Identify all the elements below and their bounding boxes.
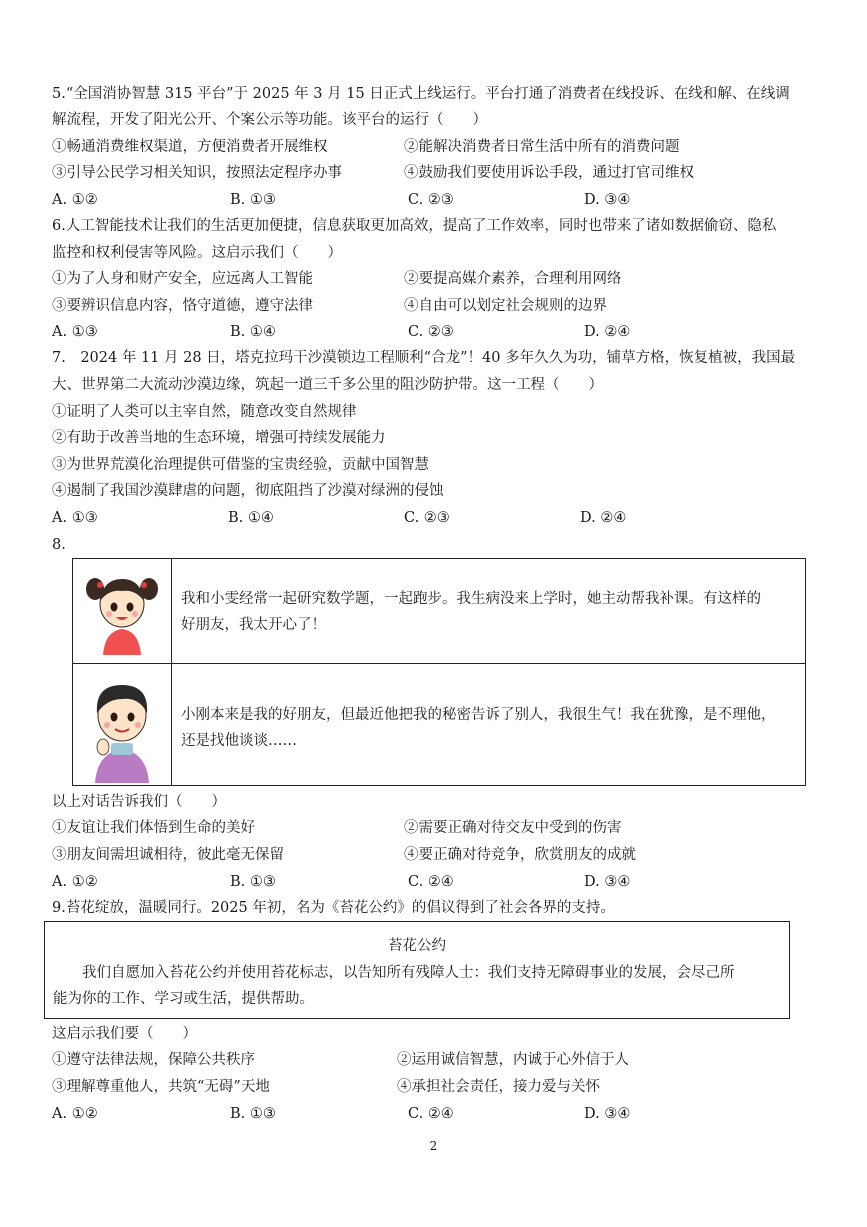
- girl-cartoon-icon: [73, 559, 171, 663]
- q5-statement-1: ①畅通消费维权渠道，方便消费者开展维权: [52, 139, 328, 155]
- q6-statement-4: ④自由可以划定社会规则的边界: [404, 298, 607, 314]
- q6-choice-b: B. ①④: [230, 324, 276, 340]
- q5-choice-a: A. ①②: [52, 192, 98, 208]
- q6-stem-line1: 6.人工智能技术让我们的生活更加便捷，信息获取更加高效，提高了工作效率，同时也带来了诸如数据偷窃、隐私: [52, 218, 777, 234]
- q5-stem-line2: 解流程，开发了阳光公开、个案公示等功能。该平台的运行（ ）: [52, 112, 487, 128]
- q8-choice-b: B. ①③: [230, 874, 276, 890]
- girl-speech-line2: 好朋友，我太开心了！: [181, 617, 326, 633]
- convention-title: 苔花公约: [388, 938, 446, 954]
- q6-statement-1: ①为了人身和财产安全，应远离人工智能: [52, 271, 313, 287]
- q9-question: 这启示我们要（ ）: [52, 1026, 197, 1042]
- q5-choice-c: C. ②③: [408, 192, 454, 208]
- q7-stem-line1: 7. 2024 年 11 月 28 日，塔克拉玛干沙漠锁边工程顺利“合龙”！40 多年久久为功，铺草方格，恢复植被，我国最: [52, 350, 796, 366]
- q5-statement-3: ③引导公民学习相关知识，按照法定程序办事: [52, 165, 342, 181]
- q7-statement-3: ③为世界荒漠化治理提供可借鉴的宝贵经验，贡献中国智慧: [52, 457, 429, 473]
- q5-stem-line1: 5.“全国消协智慧 315 平台”于 2025 年 3 月 15 日正式上线运行。平台打通了消费者在线投诉、在线和解、在线调: [52, 86, 790, 102]
- q6-statement-3: ③要辨识信息内容，恪守道德，遵守法律: [52, 298, 313, 314]
- girl-illustration: [73, 559, 172, 663]
- convention-line1: 我们自愿加入苔花公约并使用苔花标志，以告知所有残障人士：我们支持无障碍事业的发展，会尽己所: [53, 965, 735, 981]
- girl-speech-line1: 我和小雯经常一起研究数学题，一起跑步。我生病没来上学时，她主动帮我补课。有这样的: [181, 591, 761, 607]
- q7-statement-1: ①证明了人类可以主宰自然，随意改变自然规律: [52, 404, 357, 420]
- q7-stem-line2: 大、世界第二大流动沙漠边缘，筑起一道三千多公里的阻沙防护带。这一工程（ ）: [52, 377, 603, 393]
- q8-dialogue-table: [72, 558, 806, 786]
- q8-choice-c: C. ②④: [408, 874, 454, 890]
- q7-statement-4: ④遏制了我国沙漠肆虐的问题，彻底阻挡了沙漠对绿洲的侵蚀: [52, 483, 444, 499]
- q5-choice-b: B. ①③: [230, 192, 276, 208]
- q5-statement-2: ②能解决消费者日常生活中所有的消费问题: [404, 139, 680, 155]
- q9-choice-b: B. ①③: [230, 1106, 276, 1122]
- q8-statement-3: ③朋友间需坦诚相待，彼此毫无保留: [52, 847, 284, 863]
- boy-illustration: [73, 663, 172, 785]
- q7-choice-b: B. ①④: [228, 510, 274, 526]
- q8-statement-4: ④要正确对待竞争，欣赏朋友的成就: [404, 847, 636, 863]
- q9-convention-box: [44, 921, 790, 1019]
- q9-statement-1: ①遵守法律法规，保障公共秩序: [52, 1052, 255, 1068]
- boy-speech-line1: 小刚本来是我的好朋友，但最近他把我的秘密告诉了别人，我很生气！我在犹豫，是不理他，: [181, 707, 776, 723]
- q6-choice-d: D. ②④: [584, 324, 631, 340]
- q8-question: 以上对话告诉我们（ ）: [52, 794, 226, 810]
- q9-statement-4: ④承担社会责任，接力爱与关怀: [397, 1079, 600, 1095]
- q9-statement-2: ②运用诚信智慧，内诚于心外信于人: [397, 1052, 629, 1068]
- q8-statement-2: ②需要正确对待交友中受到的伤害: [404, 820, 622, 836]
- boy-cartoon-icon: [73, 663, 171, 785]
- q5-choice-d: D. ③④: [584, 192, 631, 208]
- q8-number: 8.: [52, 537, 66, 553]
- q7-choice-d: D. ②④: [580, 510, 627, 526]
- q9-choice-d: D. ③④: [584, 1106, 631, 1122]
- q7-choice-a: A. ①③: [52, 510, 98, 526]
- q8-choice-a: A. ①②: [52, 874, 98, 890]
- q8-boy-row: [73, 663, 805, 785]
- q7-choice-c: C. ②③: [404, 510, 450, 526]
- convention-line2: 能为你的工作、学习或生活，提供帮助。: [53, 991, 314, 1007]
- q6-choice-c: C. ②③: [408, 324, 454, 340]
- q9-stem: 9.苔花绽放，温暖同行。2025 年初，名为《苔花公约》的倡议得到了社会各界的支持。: [52, 900, 615, 916]
- page-number: 2: [429, 1139, 438, 1153]
- q6-stem-line2: 监控和权利侵害等风险。这启示我们（ ）: [52, 245, 342, 261]
- q9-choice-c: C. ②④: [408, 1106, 454, 1122]
- q5-statement-4: ④鼓励我们要使用诉讼手段，通过打官司维权: [404, 165, 694, 181]
- q9-statement-3: ③理解尊重他人，共筑“无碍”天地: [52, 1079, 270, 1095]
- q6-statement-2: ②要提高媒介素养，合理利用网络: [404, 271, 622, 287]
- boy-speech-line2: 还是找他谈谈……: [181, 733, 297, 749]
- q7-statement-2: ②有助于改善当地的生态环境，增强可持续发展能力: [52, 430, 386, 446]
- q8-statement-1: ①友谊让我们体悟到生命的美好: [52, 820, 255, 836]
- q8-choice-d: D. ③④: [584, 874, 631, 890]
- q8-girl-row: [73, 559, 805, 664]
- q6-choice-a: A. ①③: [52, 324, 98, 340]
- q9-choice-a: A. ①②: [52, 1106, 98, 1122]
